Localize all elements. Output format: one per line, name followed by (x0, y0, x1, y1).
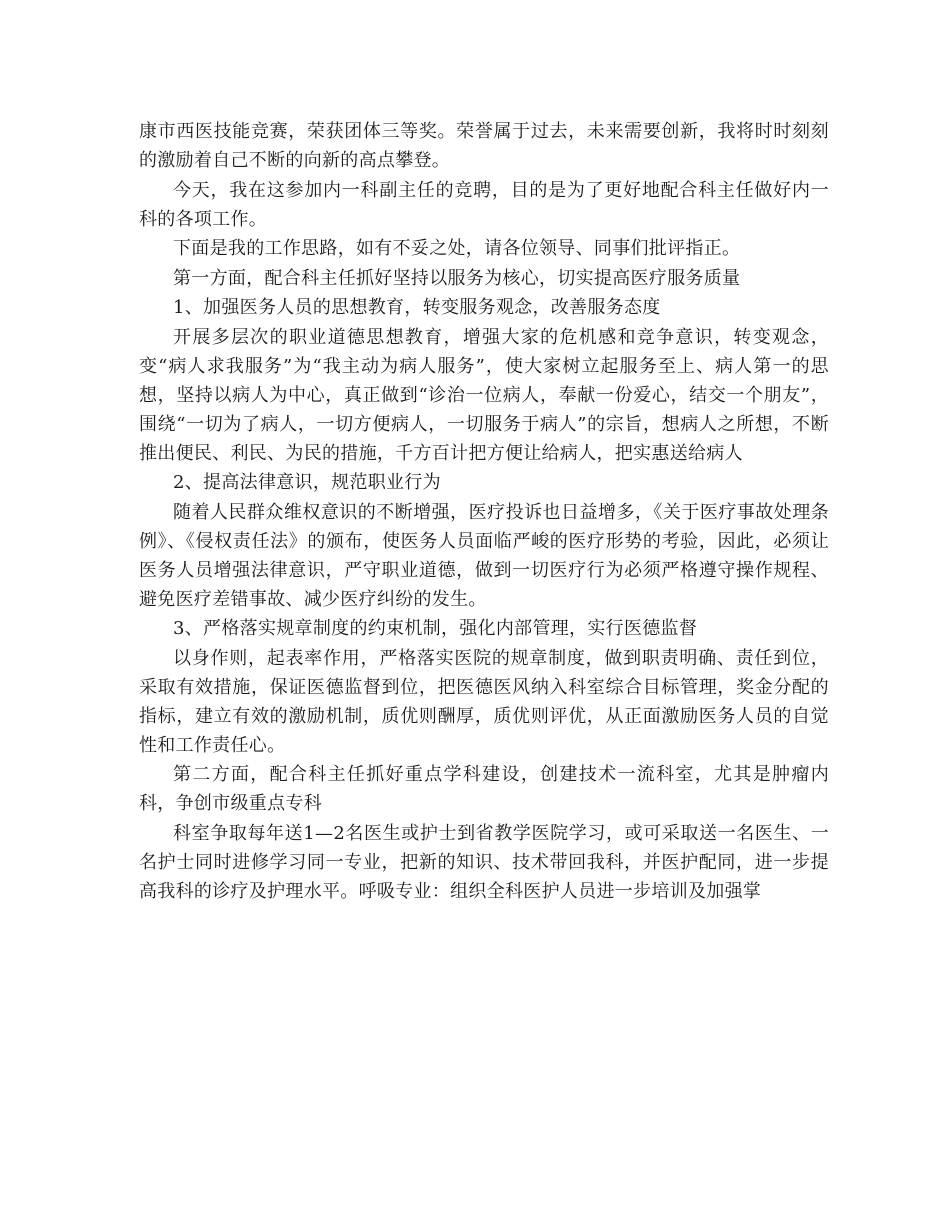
section-heading-1: 第一方面，配合科主任抓好坚持以服务为核心，切实提高医疗服务质量 (173, 267, 741, 289)
paragraph-6: 以身作则，起表率作用，严格落实医院的规章制度，做到职责明确、责任到位，采取有效措施，保证医德监督到位，把医德医风纳入科室综合目标管理，奖金分配的指标，建立有效的激励机制，质优则酬厚，质优则评优，从正面激励医务人员的自觉性和工作责任心。 (139, 647, 829, 756)
document-body (139, 117, 829, 906)
subheading-2: 2、提高法律意识，规范职业行为 (173, 472, 441, 493)
subheading-3: 3、严格落实规章制度的约束机制，强化内部管理，实行医德监督 (173, 618, 698, 639)
section-heading-2: 第二方面，配合科主任抓好重点学科建设，创建技术一流科室，尤其是肿瘤内科，争创市级重点专科 (139, 764, 829, 814)
paragraph-2: 今天，我在这参加内一科副主任的竞聘，目的是为了更好地配合科主任做好内一科的各项工作。 (139, 179, 829, 230)
paragraph-5: 随着人民群众维权意识的不断增强，医疗投诉也日益增多，《关于医疗事故处理条例》、《侵权责任法》的颁布，使医务人员面临严峻的医疗形势的考验，因此，必须让医务人员增强法律意识，严守职业道德，做到一切医疗行为必须严格遵守操作规程、避免医疗差错事故、减少医疗纠纷的发生。 (139, 501, 829, 610)
subheading-1: 1、加强医务人员的思想教育，转变服务观念，改善服务态度 (173, 297, 661, 318)
paragraph-1: 康市西医技能竞赛，荣获团体三等奖。荣誉属于过去，未来需要创新，我将时时刻刻的激励着自己不断的向新的高点攀登。 (139, 121, 829, 171)
paragraph-4: 开展多层次的职业道德思想教育，增强大家的危机感和竞争意识，转变观念，变“病人求我服务”为“我主动为病人服务”，使大家树立起服务至上、病人第一的思想，坚持以病人为中心，真正做到“诊治一位病人，奉献一份爱心，结交一个朋友”，围绕“一切为了病人，一切方便病人，一切服务于病人”的宗旨，想病人之所想，不断推出便民、利民、为民的措施，千方百计把方便让给病人，把实惠送给病人 (139, 326, 829, 464)
paragraph-3: 下面是我的工作思路，如有不妥之处，请各位领导、同事们批评指正。 (173, 238, 741, 259)
paragraph-7: 科室争取每年送1—2名医生或护士到省教学医院学习，或可采取送一名医生、一名护士同时进修学习同一专业，把新的知识、技术带回我科，并医护配同，进一步提高我科的诊疗及护理水平。呼吸专业：组织全科医护人员进一步培训及加强掌 (139, 822, 829, 902)
